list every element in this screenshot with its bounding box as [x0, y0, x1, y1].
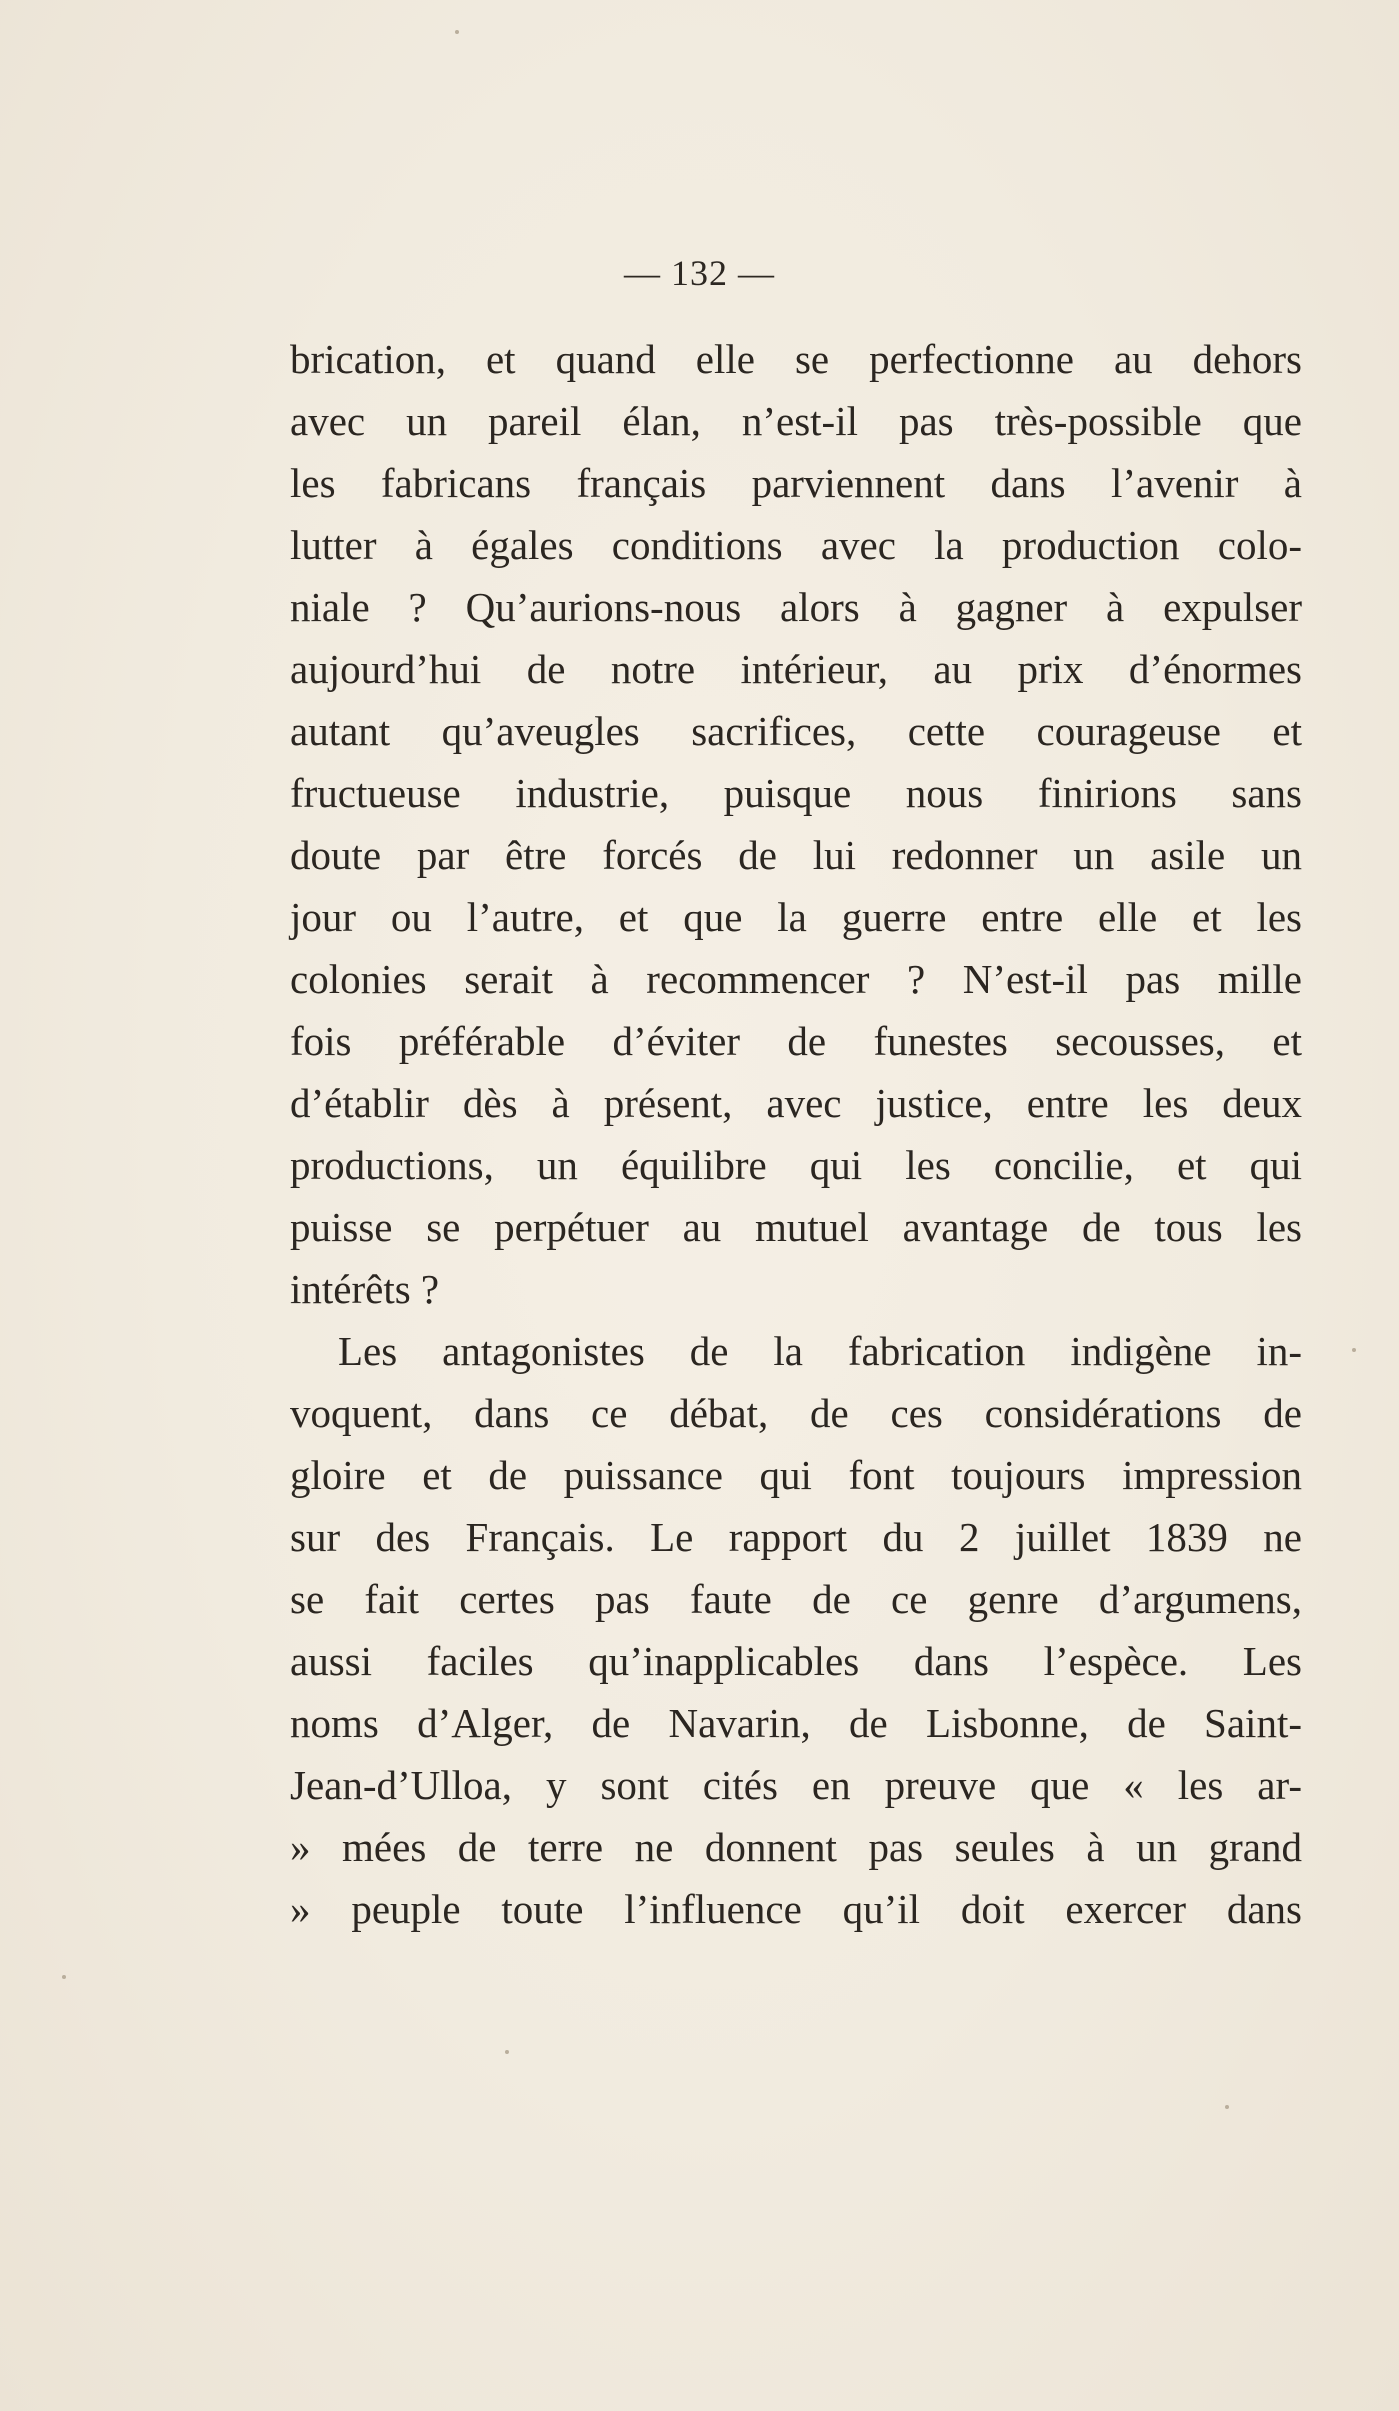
text-line: doute par être forcés de lui redonner un asile un	[290, 832, 1302, 878]
text-line: colonies serait à recommencer ? N’est-il pas mille	[290, 956, 1302, 1002]
text-line: fructueuse industrie, puisque nous finirions sans	[290, 770, 1302, 816]
text-line: aussi faciles qu’inapplicables dans l’espèce. Les	[290, 1638, 1302, 1684]
paper-speck	[62, 1975, 66, 1979]
text-line: Les antagonistes de la fabrication indigène in-	[338, 1328, 1302, 1374]
text-line: » mées de terre ne donnent pas seules à un grand	[290, 1824, 1302, 1870]
text-line: gloire et de puissance qui font toujours impression	[290, 1452, 1302, 1498]
text-line: productions, un équilibre qui les concilie, et qui	[290, 1142, 1302, 1188]
text-line: Jean-d’Ulloa, y sont cités en preuve que « les ar-	[290, 1762, 1302, 1808]
body-text	[290, 328, 1302, 1940]
paper-speck	[1352, 1348, 1356, 1352]
text-line: fois préférable d’éviter de funestes secousses, et	[290, 1018, 1302, 1064]
text-line: sur des Français. Le rapport du 2 juillet 1839 ne	[290, 1514, 1302, 1560]
text-line: d’établir dès à présent, avec justice, entre les deux	[290, 1080, 1302, 1126]
text-line: niale ? Qu’aurions-nous alors à gagner à expulser	[290, 584, 1302, 630]
text-line: les fabricans français parviennent dans l’avenir à	[290, 460, 1302, 506]
text-line: » peuple toute l’influence qu’il doit exercer dans	[290, 1886, 1302, 1932]
text-line: jour ou l’autre, et que la guerre entre elle et les	[290, 894, 1302, 940]
text-line: avec un pareil élan, n’est-il pas très-possible que	[290, 398, 1302, 444]
text-line: lutter à égales conditions avec la production colo-	[290, 522, 1302, 568]
text-line: puisse se perpétuer au mutuel avantage de tous les	[290, 1204, 1302, 1250]
text-line: intérêts ?	[290, 1266, 440, 1312]
paper-speck	[1225, 2105, 1229, 2109]
paper-speck	[505, 2050, 509, 2054]
text-line: brication, et quand elle se perfectionne au dehors	[290, 336, 1302, 382]
text-line: se fait certes pas faute de ce genre d’argumens,	[290, 1576, 1302, 1622]
page-number: — 132 —	[624, 253, 775, 293]
text-line: noms d’Alger, de Navarin, de Lisbonne, de Saint-	[290, 1700, 1302, 1746]
text-line: voquent, dans ce débat, de ces considérations de	[290, 1390, 1302, 1436]
text-line: autant qu’aveugles sacrifices, cette courageuse et	[290, 708, 1302, 754]
paper-speck	[455, 30, 459, 34]
text-line: aujourd’hui de notre intérieur, au prix d’énormes	[290, 646, 1302, 692]
